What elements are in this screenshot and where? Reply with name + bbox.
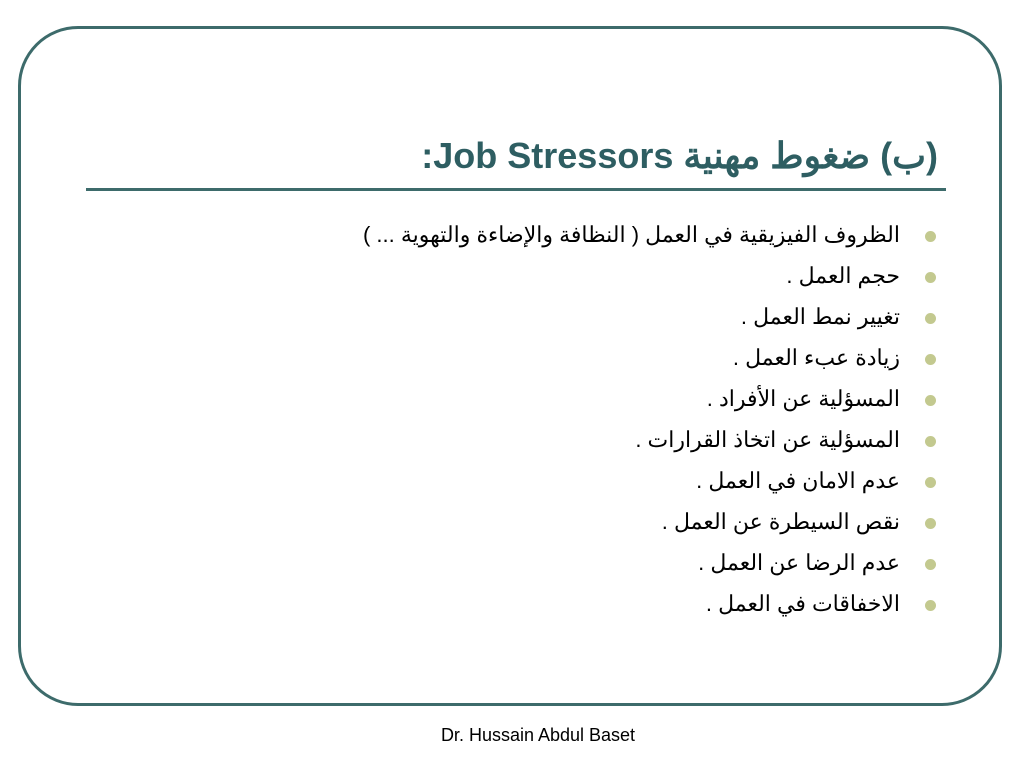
bullet-item [200, 419, 946, 460]
bullet-dot-icon [925, 313, 936, 324]
bullet-item [200, 337, 946, 378]
bullet-text: المسؤلية عن الأفراد . [706, 386, 900, 411]
bullet-text: تغيير نمط العمل . [740, 304, 900, 329]
title-english-text: Job Stressors [433, 135, 674, 176]
bullet-item [200, 255, 946, 296]
bullet-item [200, 583, 946, 624]
bullet-text: نقص السيطرة عن العمل . [661, 509, 900, 534]
bullet-text: زيادة عبء العمل . [732, 345, 900, 370]
bullet-dot-icon [925, 477, 936, 488]
bullet-list [200, 214, 946, 624]
bullet-item [200, 296, 946, 337]
bullet-text: المسؤلية عن اتخاذ القرارات . [635, 427, 900, 452]
title-underline [86, 188, 946, 191]
bullet-text: حجم العمل . [786, 263, 900, 288]
bullet-item [200, 378, 946, 419]
title-arabic: (ب) ضغوط مهنية [683, 135, 938, 176]
bullet-item [200, 460, 946, 501]
bullet-text: عدم الرضا عن العمل . [698, 550, 900, 575]
title-english [421, 126, 673, 186]
bullet-dot-icon [925, 600, 936, 611]
bullet-dot-icon [925, 354, 936, 365]
bullet-text: عدم الامان في العمل . [696, 468, 900, 493]
bullet-dot-icon [925, 518, 936, 529]
bullet-item [200, 542, 946, 583]
title-english-suffix: : [421, 135, 434, 176]
bullet-dot-icon [925, 272, 936, 283]
bullet-text: الاخفاقات في العمل . [705, 591, 900, 616]
bullet-item [200, 214, 946, 255]
bullet-dot-icon [925, 395, 936, 406]
bullet-dot-icon [925, 559, 936, 570]
bullet-dot-icon [925, 436, 936, 447]
bullet-dot-icon [925, 231, 936, 242]
bullet-text: الظروف الفيزيقية في العمل ( النظافة والإضاءة والتهوية ... ) [362, 222, 900, 247]
footer-author: Dr. Hussain Abdul Baset [440, 725, 636, 745]
bullet-item [200, 501, 946, 542]
slide-title [100, 126, 938, 186]
